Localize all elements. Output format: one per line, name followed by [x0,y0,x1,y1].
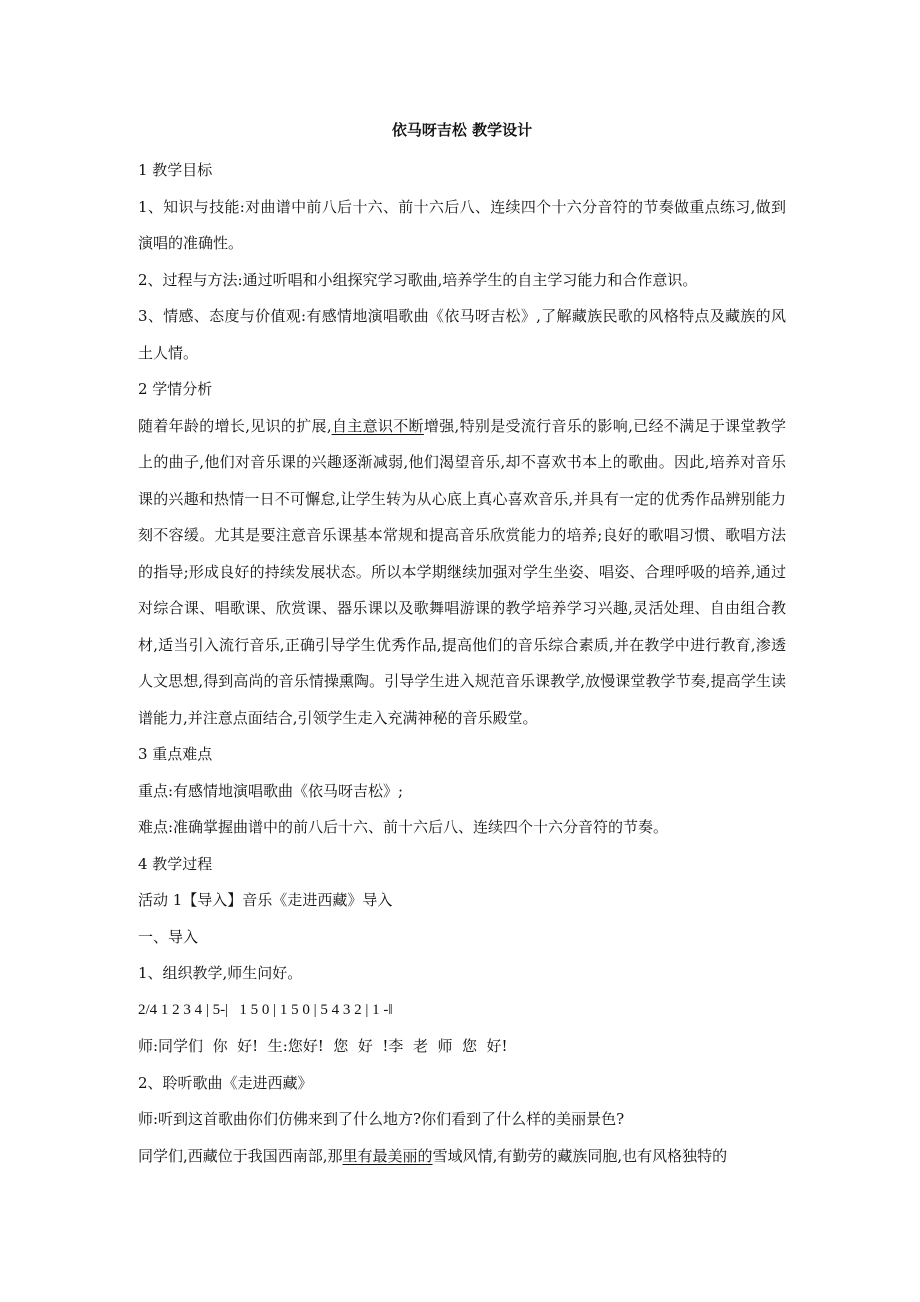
greeting-dialogue: 师:同学们 你 好! 生:您好! 您 好 !李 老 师 您 好! [138,1037,508,1055]
tibet-underlined-text: 里有最美丽的 [342,1146,433,1165]
document-title: 依马呀吉松 教学设计 [391,121,533,139]
objective-process: 2、过程与方法:通过听唱和小组探究学习歌曲,培养学生的自主学习能力和合作意识。 [138,270,698,289]
analysis-underlined-text: 自主意识不断 [331,416,424,435]
analysis-paragraph [138,408,786,737]
objective-emotion: 3、情感、态度与价值观:有感情地演唱歌曲《依马呀吉松》,了解藏族民歌的风格特点及藏族的风土人情。 [138,307,786,362]
section-heading-process: 4 教学过程 [138,854,213,873]
objective-knowledge: 1、知识与技能:对曲谱中前八后十六、前十六后八、连续四个十六分音符的节奏做重点练习,做到演唱的准确性。 [138,197,786,252]
document-page [138,116,786,1174]
tibet-text-rest: 雪域风情,有勤劳的藏族同胞,也有风格独特的 [432,1146,728,1165]
key-point: 重点:有感情地演唱歌曲《依马呀吉松》; [138,781,404,800]
activity-title: 活动 1【导入】音乐《走进西藏》导入 [138,891,393,909]
step-listen: 2、聆听歌曲《走进西藏》 [138,1073,313,1092]
section-heading-objectives: 1 教学目标 [138,161,213,179]
tibet-text-start: 同学们,西藏位于我国西南部,那 [138,1146,343,1165]
part-introduction: 一、导入 [138,927,199,946]
tibet-description [138,1138,786,1175]
analysis-text-rest: 增强,特别是受流行音乐的影响,已经不满足于课堂教学上的曲子,他们对音乐课的兴趣逐渐减弱,他们渴望音乐,却不喜欢书本上的歌曲。因此,培养对音乐课的兴趣和热情一日不可懈怠,让学生转为从心底上真心喜欢音乐,并具有一定的优秀作品辨别能力刻不容缓。尤其是要注意音乐课基本常规和提高音乐欣赏能力的培养;良好的歌唱习惯、歌唱方法的指导;形成良好的持续发展状态。所以本学期继续加强对学生坐姿、唱姿、合理呼吸的培养,通过对综合课、唱歌课、欣赏课、器乐课以及歌舞唱游课的教学培养学习兴趣,灵活处理、自由组合教材,适当引入流行音乐,正确引导学生优秀作品,提高他们的音乐综合素质,并在教学中进行教育,渗透人文思想,得到高尚的音乐情操熏陶。引导学生进入规范音乐课教学,放慢课堂教学节奏,提高学生读谱能力,并注意点面结合,引领学生走入充满神秘的音乐殿堂。 [138,416,786,727]
teacher-question: 师:听到这首歌曲你们仿佛来到了什么地方?你们看到了什么样的美丽景色? [138,1110,625,1128]
step-organize: 1、组织教学,师生问好。 [138,964,303,982]
section-heading-keypoints: 3 重点难点 [138,745,213,763]
difficult-point: 难点:准确掌握曲谱中的前八后十六、前十六后八、连续四个十六分音符的节奏。 [138,818,669,836]
section-heading-analysis: 2 学情分析 [138,380,213,398]
music-notation: 2/4 1 2 3 4 | 5-| 1 5 0 | 1 5 0 | 5 4 3 2 | 1 -‖ [138,1001,393,1018]
analysis-text-start: 随着年龄的增长,见识的扩展, [138,416,332,435]
